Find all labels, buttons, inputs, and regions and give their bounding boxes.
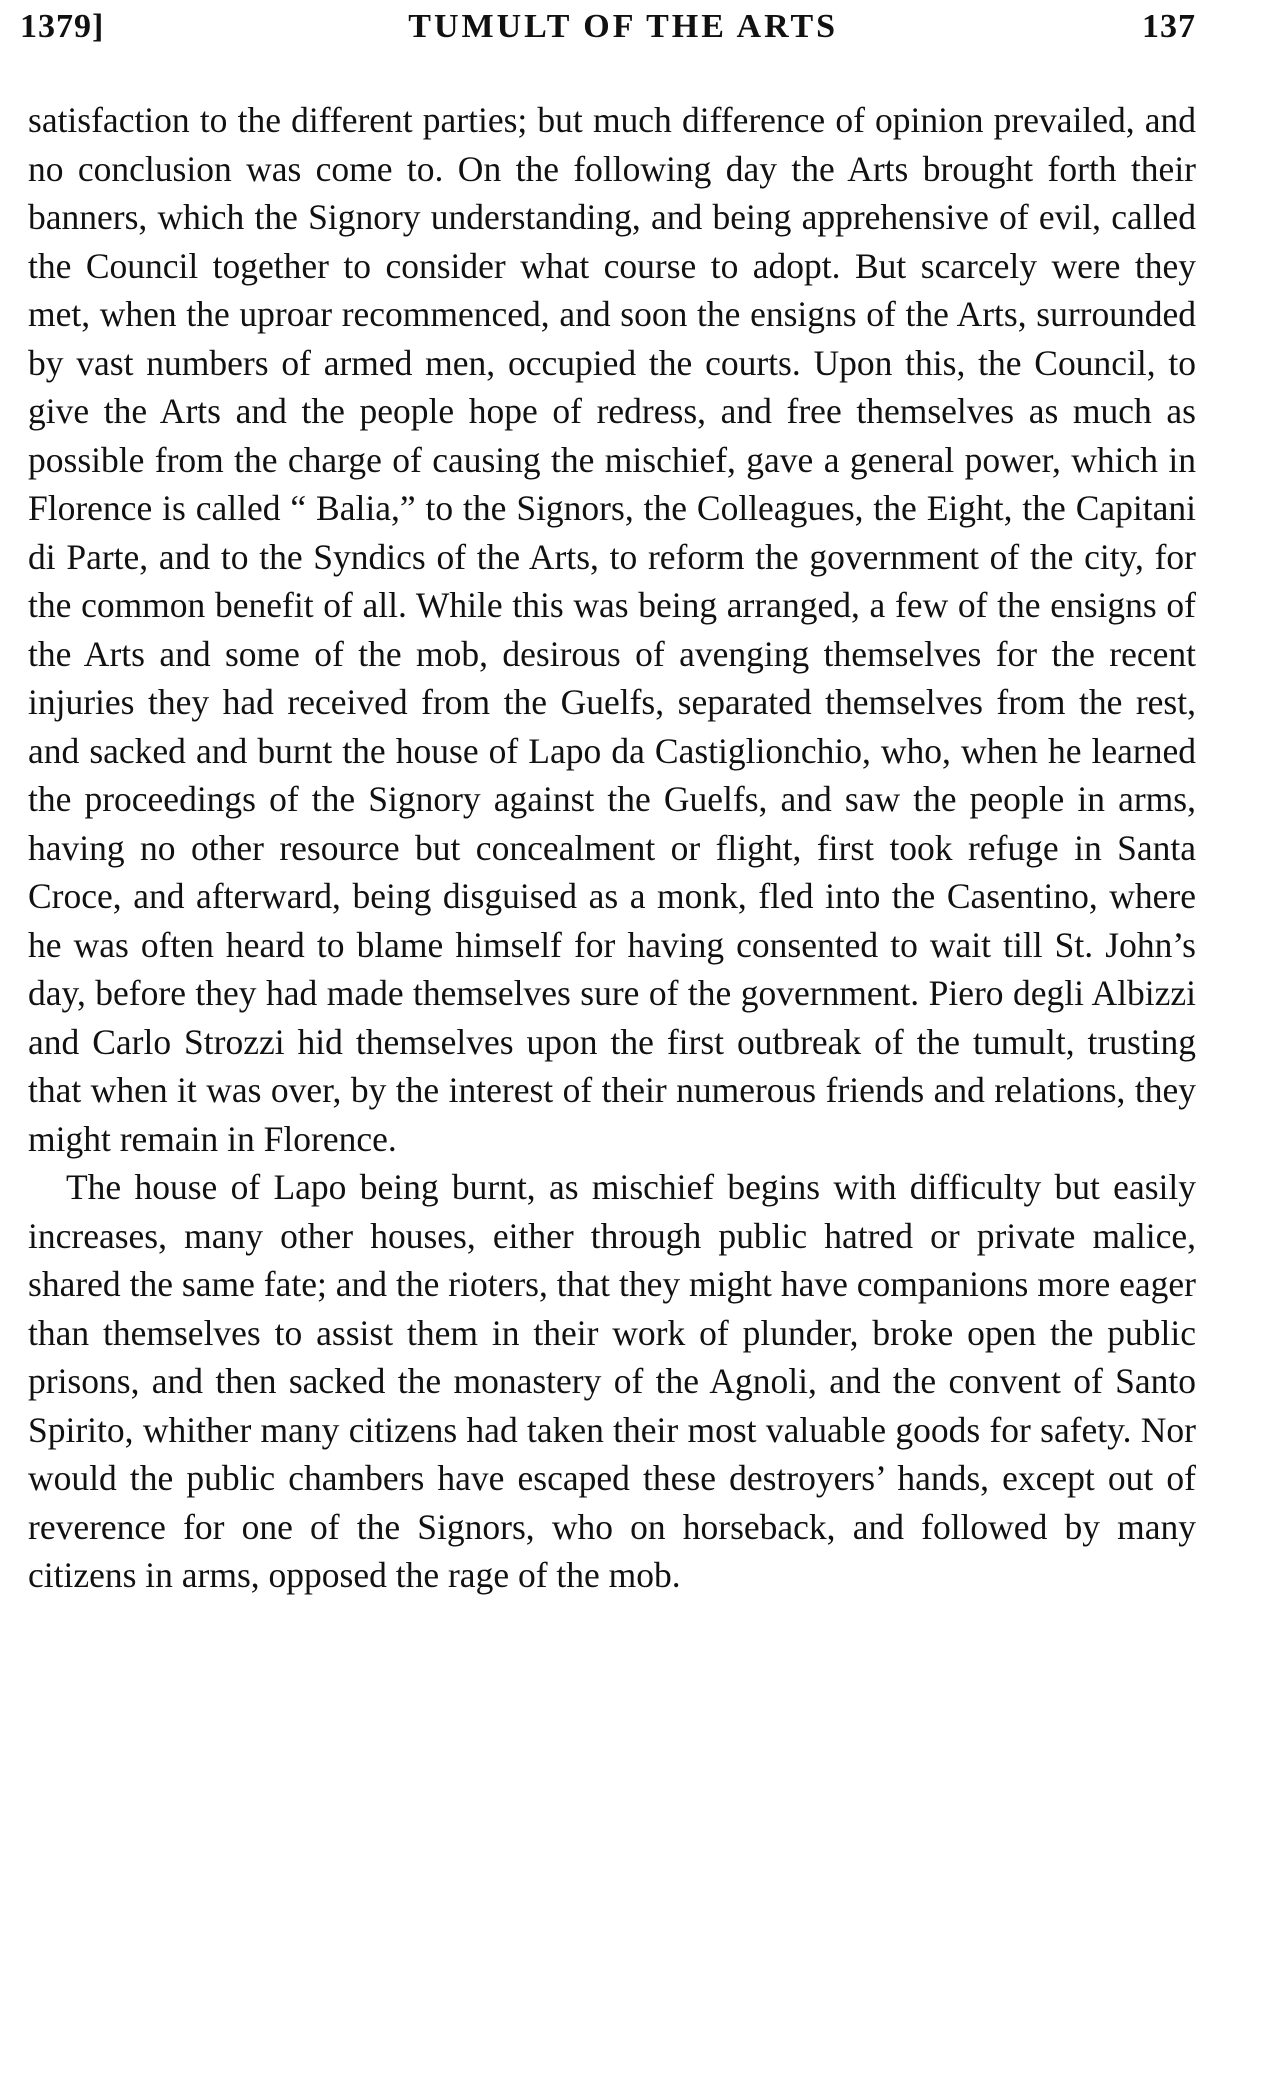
paragraph-continued: satisfaction to the different parties; but much difference of opinion prevailed, and no conclusion was come to. On the following day the Arts brought forth their banners, which the Signory understanding, and being apprehensive of evil, called the Council together to consider what course to adopt. But scarcely were they met, when the uproar recommenced, and soon the ensigns of the Arts, surrounded by vast numbers of armed men, occupied the courts. Upon this, the Council, to give the Arts and the people hope of redress, and free themselves as much as possible from the charge of causing the mischief, gave a general power, which in Florence is called “ Balia,” to the Signors, the Colleagues, the Eight, the Capitani di Parte, and to the Syndics of the Arts, to reform the government of the city, for the common benefit of all. While this was being arranged, a few of the ensigns of the Arts and some of the mob, desirous of avenging themselves for the recent injuries they had received from the Guelfs, separated themselves from the rest, and sacked and burnt the house of Lapo da Castiglionchio, who, when he learned the proceedings of the Signory against the Guelfs, and saw the people in arms, having no other resource but concealment or flight, first took refuge in Santa Croce, and afterward, being disguised as a monk, fled into the Casentino, where he was often heard to blame himself for having consented to wait till St. John’s day, before they had made themselves sure of the government. Piero degli Albizzi and Carlo Strozzi hid themselves upon the first outbreak of the tumult, trusting that when it was over, by the interest of their numerous friends and relations, they might remain in Florence. bbox=[28, 100, 1196, 1159]
body-text bbox=[28, 96, 1196, 1600]
paragraph-lapo-house: The house of Lapo being burnt, as mischief begins with difficulty but easily increases, many other houses, either through public hatred or private malice, shared the same fate; and the rioters, that they might have companions more eager than themselves to assist them in their work of plunder, broke open the public prisons, and then sacked the monastery of the Agnoli, and the convent of Santo Spirito, whither many citizens had taken their most valuable goods for safety. Nor would the public chambers have escaped these destroyers’ hands, except out of reverence for one of the Signors, who on horseback, and followed by many citizens in arms, opposed the rage of the mob. bbox=[28, 1167, 1196, 1595]
running-head bbox=[20, 8, 1196, 56]
year-marker: 1379] bbox=[20, 8, 105, 45]
page-number: 137 bbox=[1142, 8, 1196, 45]
running-title: TUMULT OF THE ARTS bbox=[408, 8, 839, 45]
